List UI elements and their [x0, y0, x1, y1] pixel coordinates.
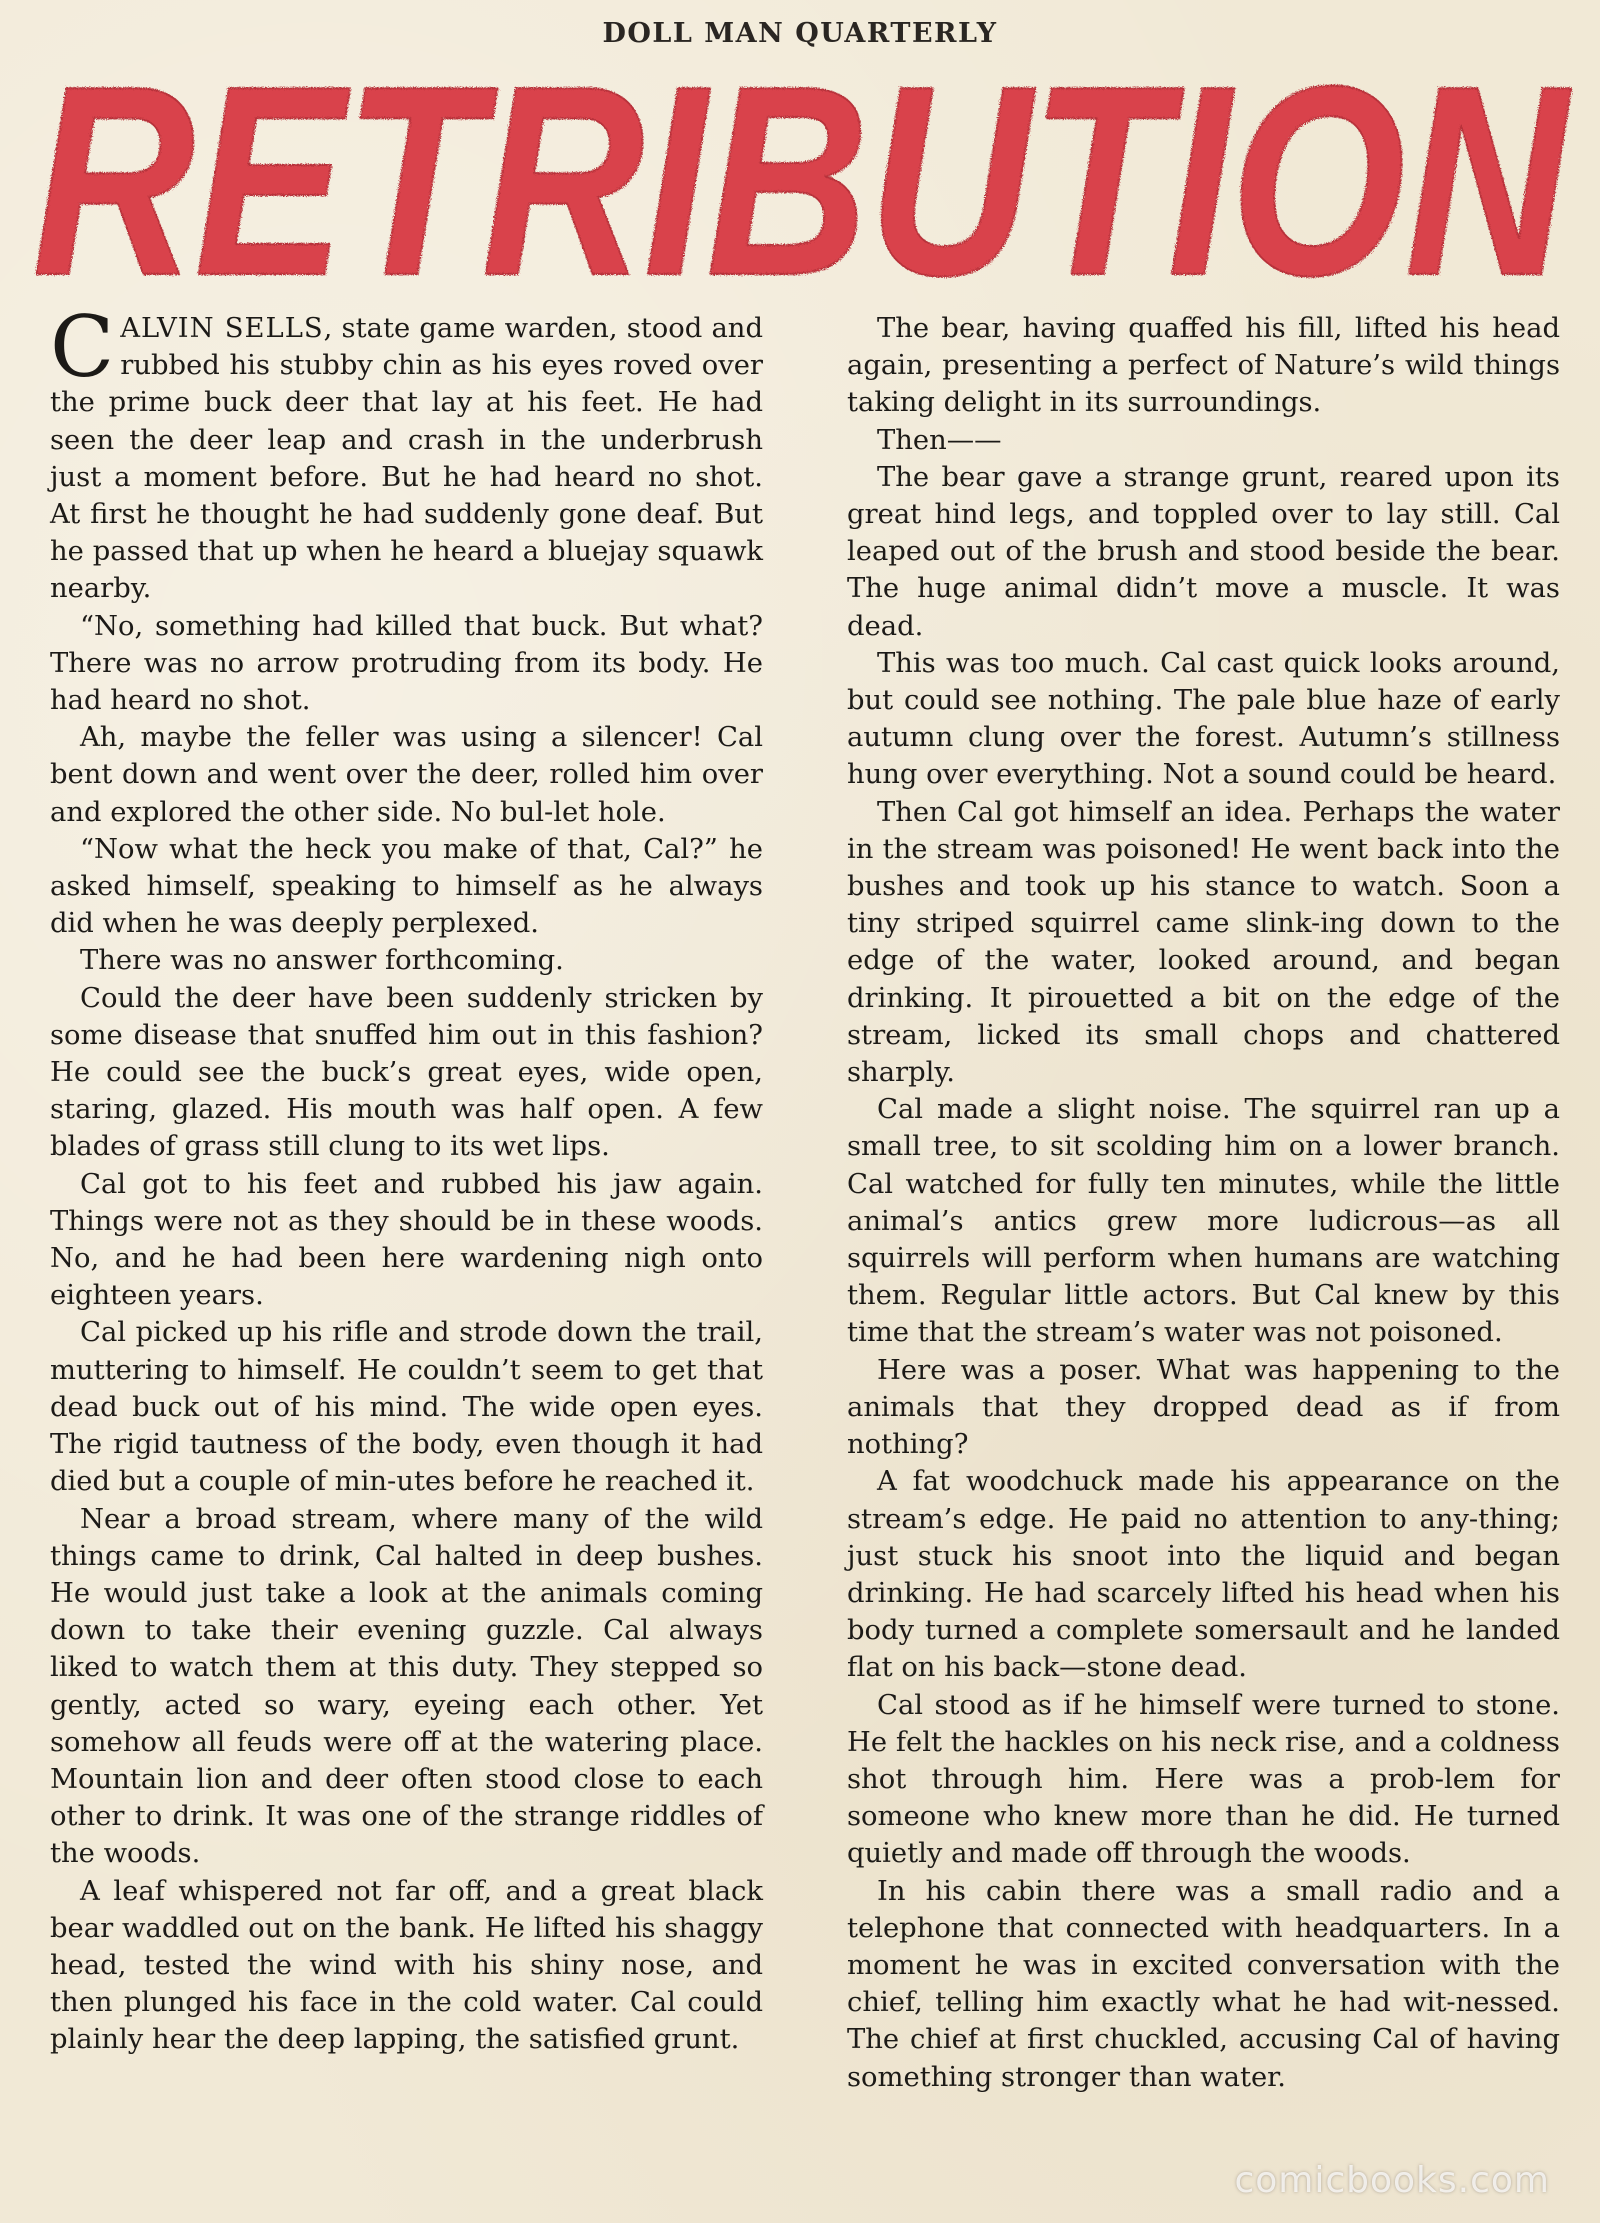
paragraph: This was too much. Cal cast quick looks around, but could see nothing. The pale blue haze of early autumn clung over the forest. Autumn’s stillness hung over everything. Not a sound could be heard.	[847, 647, 1560, 791]
paragraph: The bear, having quaffed his fill, lifted his head again, presenting a perfect of Nature’s wild things taking delight in its surroundings.	[847, 313, 1560, 419]
paragraph: Cal made a slight noise. The squirrel ran up a small tree, to sit scolding him on a lower branch. Cal watched for fully ten minutes, while the little animal’s antics grew more ludicrous—as all squirrels will perform when humans are watching them. Regular little actors. But Cal knew by this time that the stream’s water was not poisoned.	[847, 1094, 1560, 1349]
opening-name: ALVIN SELLS	[120, 313, 324, 344]
paragraph: There was no answer forthcoming.	[80, 945, 564, 977]
paragraph: Cal picked up his rifle and strode down the trail, muttering to himself. He couldn’t seem to get that dead buck out of his mind. The wide open eyes. The rigid tautness of the body, even though it had died but a couple of min-utes before he reached it.	[50, 1317, 763, 1498]
paragraph: Cal stood as if he himself were turned to stone. He felt the hackles on his neck rise, and a coldness shot through him. Here was a prob-lem for someone who knew more than he did. He turned quietly and made off through the woods.	[847, 1689, 1560, 1870]
running-title: DOLL MAN QUARTERLY	[602, 18, 998, 49]
paragraph: A leaf whispered not far off, and a great black bear waddled out on the bank. He lifted his shaggy head, tested the wind with his shiny nose, and then plunged his face in the cold water. Cal could plainly hear the deep lapping, the satisfied grunt.	[50, 1875, 763, 2056]
paragraph: Could the deer have been suddenly stricken by some disease that snuffed him out in this fashion? He could see the buck’s great eyes, wide open, staring, glazed. His mouth was half open. A few blades of grass still clung to its wet lips.	[50, 982, 763, 1163]
paragraph: “Now what the heck you make of that, Cal?” he asked himself, speaking to himself as he always did when he was deeply perplexed.	[50, 833, 763, 940]
article-body	[50, 298, 1560, 2200]
paragraph: Then——	[877, 424, 1002, 456]
left-column	[50, 298, 763, 2200]
paragraph: “No, something had killed that buck. But what? There was no arrow protruding from its body. He had heard no shot.	[50, 610, 763, 717]
watermark: comicbooks.com	[1234, 2160, 1550, 2201]
paragraph: The bear gave a strange grunt, reared upon its great hind legs, and toppled over to lay still. Cal leaped out of the brush and stood beside the bear. The huge animal didn’t move a muscle. It was dead.	[847, 461, 1560, 642]
paragraph: Cal got to his feet and rubbed his jaw again. Things were not as they should be in these woods. No, and he had been here wardening nigh onto eighteen years.	[50, 1168, 763, 1312]
story-title-banner	[20, 52, 1580, 292]
paragraph: Here was a poser. What was happening to the animals that they dropped dead as if from nothing?	[847, 1354, 1560, 1461]
paragraph: Near a broad stream, where many of the wild things came to drink, Cal halted in deep bushes. He would just take a look at the animals coming down to take their evening guzzle. Cal always liked to watch them at this duty. They stepped so gently, acted so wary, eyeing each other. Yet somehow all feuds were off at the watering place. Mountain lion and deer often stood close to each other to drink. It was one of the strange riddles of the woods.	[50, 1503, 763, 1870]
paragraph: A fat woodchuck made his appearance on the stream’s edge. He paid no attention to any-thing; just stuck his snoot into the liquid and began drinking. He had scarcely lifted his head when his body turned a complete somersault and he landed flat on his back—stone dead.	[847, 1466, 1560, 1684]
paragraph: In his cabin there was a small radio and a telephone that connected with headquarters. In a moment he was in excited conversation with the chief, telling him exactly what he had wit-nessed. The chief at first chuckled, accusing Cal of having something stronger than water.	[847, 1875, 1560, 2093]
story-title: RETRIBUTION	[32, 52, 1574, 292]
drop-cap: C	[50, 298, 115, 396]
right-column	[847, 310, 1560, 2200]
paragraph: Ah, maybe the feller was using a silencer! Cal bent down and went over the deer, rolled him over and explored the other side. No bul-let hole.	[50, 722, 763, 828]
story-title-art	[20, 52, 1580, 292]
opening-paragraph	[50, 298, 763, 608]
paragraph: Then Cal got himself an idea. Perhaps the water in the stream was poisoned! He went back into the bushes and took up his stance to watch. Soon a tiny striped squirrel came slink-ing down to the edge of the water, looked around, and began drinking. It pirouetted a bit on the edge of the stream, licked its small chops and chattered sharply.	[847, 796, 1560, 1089]
opening-text: , state game warden, stood and rubbed his stubby chin as his eyes roved over the prime buck deer that lay at his feet. He had seen the deer leap and crash in the underbrush just a moment before. But he had heard no shot. At first he thought he had suddenly gone deaf. But he passed that up when he heard a bluejay squawk nearby.	[50, 313, 763, 605]
